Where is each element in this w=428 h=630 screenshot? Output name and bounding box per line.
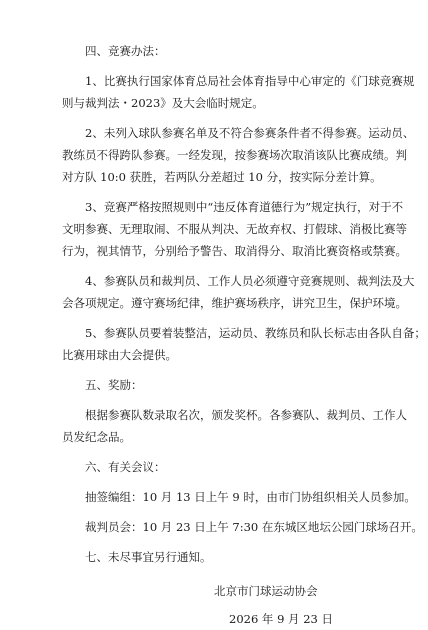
rule2-line3: 对方队 10:0 获胜，若两队分差超过 10 分，按实际分差计算。 bbox=[62, 170, 382, 184]
rule3-line2: 文明参赛、无理取闹、不服从判决、无故弃权、打假球、消极比赛等 bbox=[62, 222, 407, 236]
rule1-line1: 1、比赛执行国家体育总局社会体育指导中心审定的《门球竞赛规 bbox=[85, 74, 415, 88]
section7-heading: 七、未尽事宜另行通知。 bbox=[85, 550, 212, 564]
section6-heading: 六、有关会议： bbox=[85, 460, 166, 474]
section4-heading: 四、竞赛办法： bbox=[85, 44, 166, 58]
rule5-line1: 5、参赛队员要着装整洁，运动员、教练员和队长标志由各队自备； bbox=[85, 326, 426, 340]
rule3-line1: 3、竞赛严格按照规则中“违反体育道德行为”规定执行，对于不 bbox=[85, 200, 404, 214]
rule1-line2: 则与裁判法・2023》及大会临时规定。 bbox=[62, 96, 264, 110]
rule5-line2: 比赛用球由大会提供。 bbox=[62, 348, 177, 362]
rule4-line1: 4、参赛队员和裁判员、工作人员必须遵守竞赛规则、裁判法及大 bbox=[85, 274, 415, 288]
signature-date: 2026 年 9 月 23 日 bbox=[229, 612, 333, 626]
signature-organization: 北京市门球运动协会 bbox=[214, 584, 318, 598]
award-line2: 员发纪念品。 bbox=[62, 430, 131, 444]
rule2-line1: 2、未列入球队参赛名单及不符合参赛条件者不得参赛。运动员、 bbox=[85, 126, 415, 140]
rule2-line2: 教练员不得跨队参赛。一经发现，按参赛场次取消该队比赛成绩。判 bbox=[62, 148, 407, 162]
rule4-line2: 会各项规定。遵守赛场纪律，维护赛场秩序，讲究卫生，保护环境。 bbox=[62, 296, 407, 310]
meeting-referee: 裁判员会：10 月 23 日上午 7:30 在东城区地坛公园门球场召开。 bbox=[85, 520, 423, 534]
section5-heading: 五、奖励： bbox=[85, 378, 143, 392]
award-line1: 根据参赛队数录取名次，颁发奖杯。各参赛队、裁判员、工作人 bbox=[85, 408, 407, 422]
rule3-line3: 行为，视其情节，分别给予警告、取消得分、取消比赛资格或禁赛。 bbox=[62, 244, 407, 258]
meeting-draw: 抽签编组：10 月 13 日上午 9 时，由市门协组织相关人员参加。 bbox=[85, 490, 416, 504]
